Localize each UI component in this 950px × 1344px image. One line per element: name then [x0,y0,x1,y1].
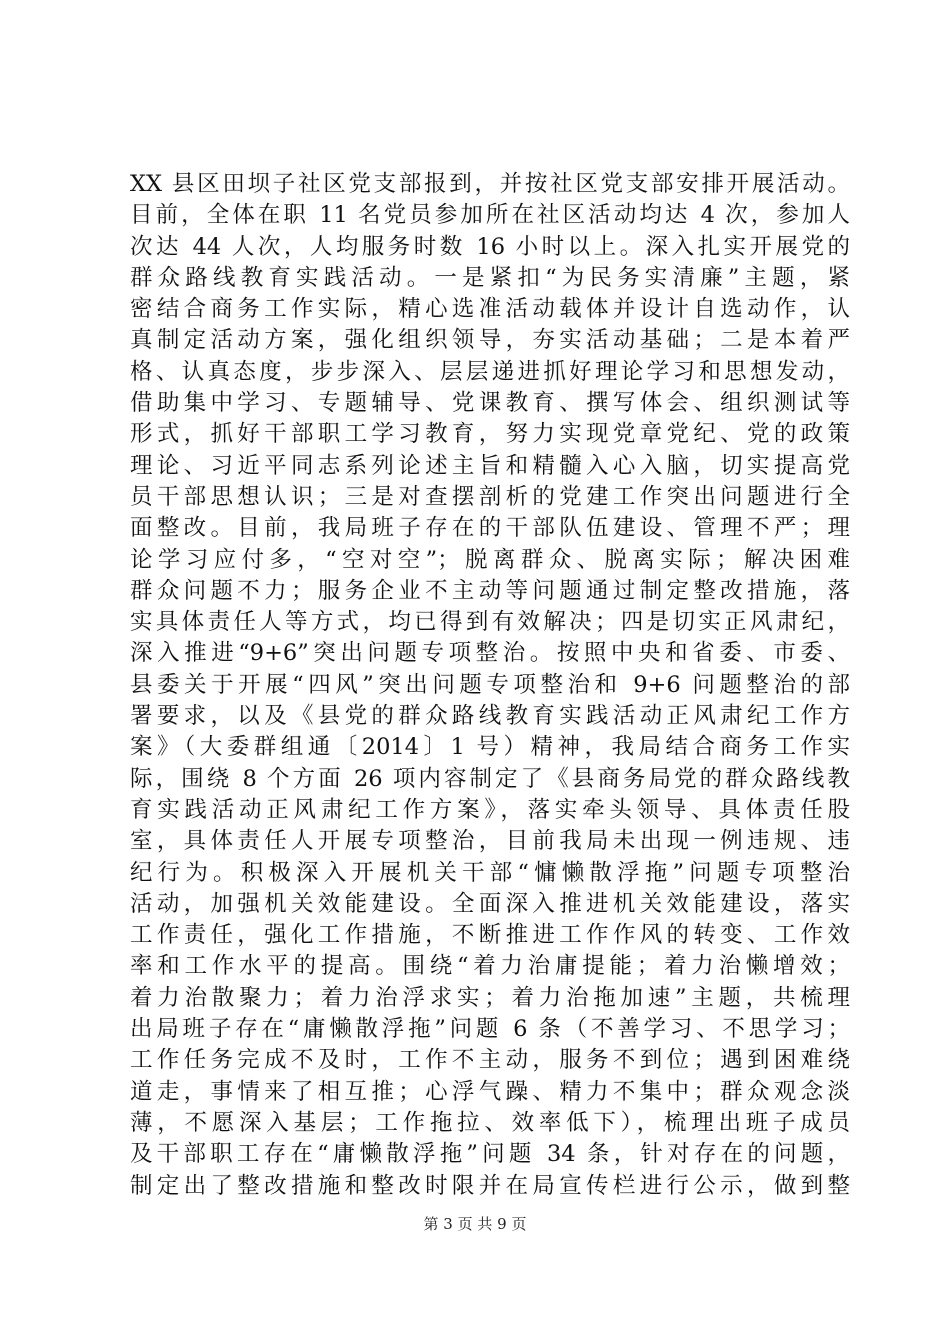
text-line: 员干部思想认识；三是对查摆剖析的党建工作突出问题进行全 [130,483,850,510]
text-line: 群众路线教育实践活动。一是紧扣“为民务实清廉”主题，紧 [130,264,850,291]
text-line: 密结合商务工作实际，精心选准活动载体并设计自选动作，认 [130,296,850,323]
text-line: 群众问题不力；服务企业不主动等问题通过制定整改措施，落 [130,577,850,604]
text-line: 育实践活动正风肃纪工作方案》，落实牵头领导、具体责任股 [130,796,850,823]
text-line: 及干部职工存在“庸懒散浮拖”问题 34 条，针对存在的问题， [130,1141,850,1168]
text-line: 借助集中学习、专题辅导、党课教育、撰写体会、组织测试等 [130,390,850,417]
text-line: 工作责任，强化工作措施，不断推进工作作风的转变、工作效 [130,922,850,949]
text-line: 活动，加强机关效能建设。全面深入推进机关效能建设，落实 [130,890,850,917]
text-line: 工作任务完成不及时，工作不主动，服务不到位；遇到困难绕 [130,1047,850,1074]
text-line: 论学习应付多，“空对空”；脱离群众、脱离实际；解决困难 [130,546,850,573]
text-line: 室，具体责任人开展专项整治，目前我局未出现一例违规、违 [130,828,850,855]
text-line: 出局班子存在“庸懒散浮拖”问题 6 条（不善学习、不思学习； [130,1016,850,1043]
text-line: 县委关于开展“四风”突出问题专项整治和 9+6 问题整治的部 [130,671,850,698]
text-line: XX 县区田坝子社区党支部报到，并按社区党支部安排开展活动。 [130,171,850,197]
text-line: 率和工作水平的提高。围绕“着力治庸提能；着力治懒增效； [130,953,850,980]
text-line: 目前，全体在职 11 名党员参加所在社区活动均达 4 次，参加人 [130,202,850,229]
text-line: 理论、习近平同志系列论述主旨和精髓入心入脑，切实提高党 [130,452,850,479]
text-line: 面整改。目前，我局班子存在的干部队伍建设、管理不严；理 [130,515,850,542]
text-line: 薄，不愿深入基层；工作拖拉、效率低下），梳理出班子成员 [130,1109,850,1136]
text-line: 纪行为。积极深入开展机关干部“慵懒散浮拖”问题专项整治 [130,859,850,886]
text-line: 署要求，以及《县党的群众路线教育实践活动正风肃纪工作方 [130,703,850,730]
text-line: 形式，抓好干部职工学习教育，努力实现党章党纪、党的政策 [130,421,850,448]
text-line: 真制定活动方案，强化组织领导，夯实活动基础；二是本着严 [130,327,850,354]
text-line: 次达 44 人次，人均服务时数 16 小时以上。深入扎实开展党的 [130,233,850,260]
text-line: 深入推进“9+6”突出问题专项整治。按照中央和省委、市委、 [130,640,850,667]
text-line: 道走，事情来了相互推；心浮气躁、精力不集中；群众观念淡 [130,1078,850,1105]
text-line: 格、认真态度，步步深入、层层递进抓好理论学习和思想发动， [130,358,850,385]
text-line: 际，围绕 8 个方面 26 项内容制定了《县商务局党的群众路线教 [130,765,850,792]
text-line: 着力治散聚力；着力治浮求实；着力治拖加速”主题，共梳理 [130,984,850,1011]
text-line: 案》（大委群组通〔2014〕1 号）精神，我局结合商务工作实 [130,734,850,761]
text-line: 制定出了整改措施和整改时限并在局宣传栏进行公示，做到整 [130,1172,850,1199]
text-line: 实具体责任人等方式，均已得到有效解决；四是切实正风肃纪， [130,609,850,636]
body-paragraph [130,169,850,1202]
page-number-footer: 第 3 页 共 9 页 [423,1215,527,1233]
